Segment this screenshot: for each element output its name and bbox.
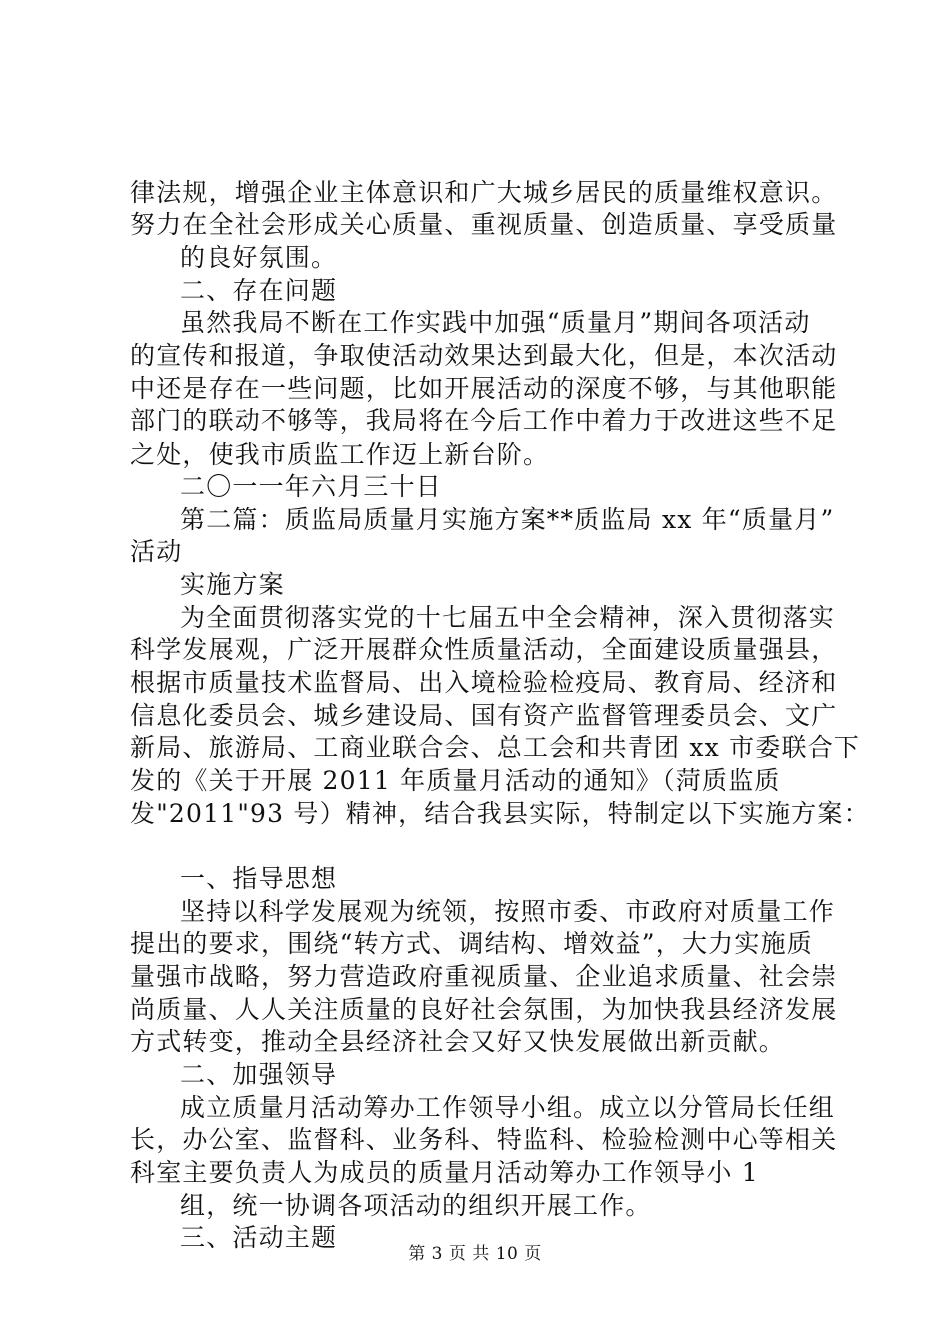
date-line: 二〇一一年六月三十日 [180, 472, 443, 501]
text-line: 根据市质量技术监督局、出入境检验检疫局、教育局、经济和 [130, 668, 838, 697]
text-line: 活动 [130, 537, 183, 566]
text-line: 之处，使我市质监工作迈上新台阶。 [130, 440, 550, 469]
chapter-title: 第二篇：质监局质量月实施方案**质监局 xx 年“质量月” [180, 505, 835, 534]
text-line: 中还是存在一些问题，比如开展活动的深度不够，与其他职能 [130, 374, 838, 403]
section-heading: 二、存在问题 [180, 276, 338, 305]
text-line: 的良好氛围。 [180, 243, 338, 272]
section-heading: 实施方案 [180, 570, 285, 599]
text-line: 虽然我局不断在工作实践中加强“质量月”期间各项活动 [180, 308, 811, 337]
text-line: 尚质量、人人关注质量的良好社会氛围，为加快我县经济发展 [130, 995, 838, 1024]
text-line: 科室主要负责人为成员的质量月活动筹办工作领导小 1 [130, 1158, 759, 1187]
section-heading: 一、指导思想 [180, 864, 338, 893]
text-line: 的宣传和报道，争取使活动效果达到最大化，但是，本次活动 [130, 341, 838, 370]
text-line: 部门的联动不够等，我局将在今后工作中着力于改进这些不足 [130, 406, 838, 435]
text-line: 提出的要求，围绕“转方式、调结构、增效益”，大力实施质 [130, 929, 813, 958]
text-line: 成立质量月活动筹办工作领导小组。成立以分管局长任组 [180, 1093, 836, 1122]
text-line: 努力在全社会形成关心质量、重视质量、创造质量、享受质量 [130, 210, 838, 239]
text-line: 坚持以科学发展观为统领，按照市委、市政府对质量工作 [180, 897, 836, 926]
section-heading: 二、加强领导 [180, 1060, 338, 1089]
text-line: 新局、旅游局、工商业联合会、总工会和共青团 xx 市委联合下 [130, 733, 861, 762]
section-heading: 三、活动主题 [180, 1223, 338, 1252]
text-line: 组，统一协调各项活动的组织开展工作。 [180, 1191, 652, 1220]
text-line: 为全面贯彻落实党的十七届五中全会精神，深入贯彻落实 [180, 603, 836, 632]
text-line: 量强市战略，努力营造政府重视质量、企业追求质量、社会崇 [130, 962, 838, 991]
text-line: 方式转变，推动全县经济社会又好又快发展做出新贡献。 [130, 1027, 786, 1056]
text-line: 长，办公室、监督科、业务科、特监科、检验检测中心等相关 [130, 1125, 838, 1154]
text-line: 发"2011"93 号）精神，结合我县实际，特制定以下实施方案： [130, 799, 870, 828]
text-line: 信息化委员会、城乡建设局、国有资产监督管理委员会、文广 [130, 701, 838, 730]
text-line: 发的《关于开展 2011 年质量月活动的通知》（菏质监质 [130, 766, 781, 795]
page-number-footer: 第 3 页 共 10 页 [408, 1244, 542, 1264]
text-line: 科学发展观，广泛开展群众性质量活动，全面建设质量强县， [130, 635, 838, 664]
text-line: 律法规，增强企业主体意识和广大城乡居民的质量维权意识。 [130, 178, 838, 207]
